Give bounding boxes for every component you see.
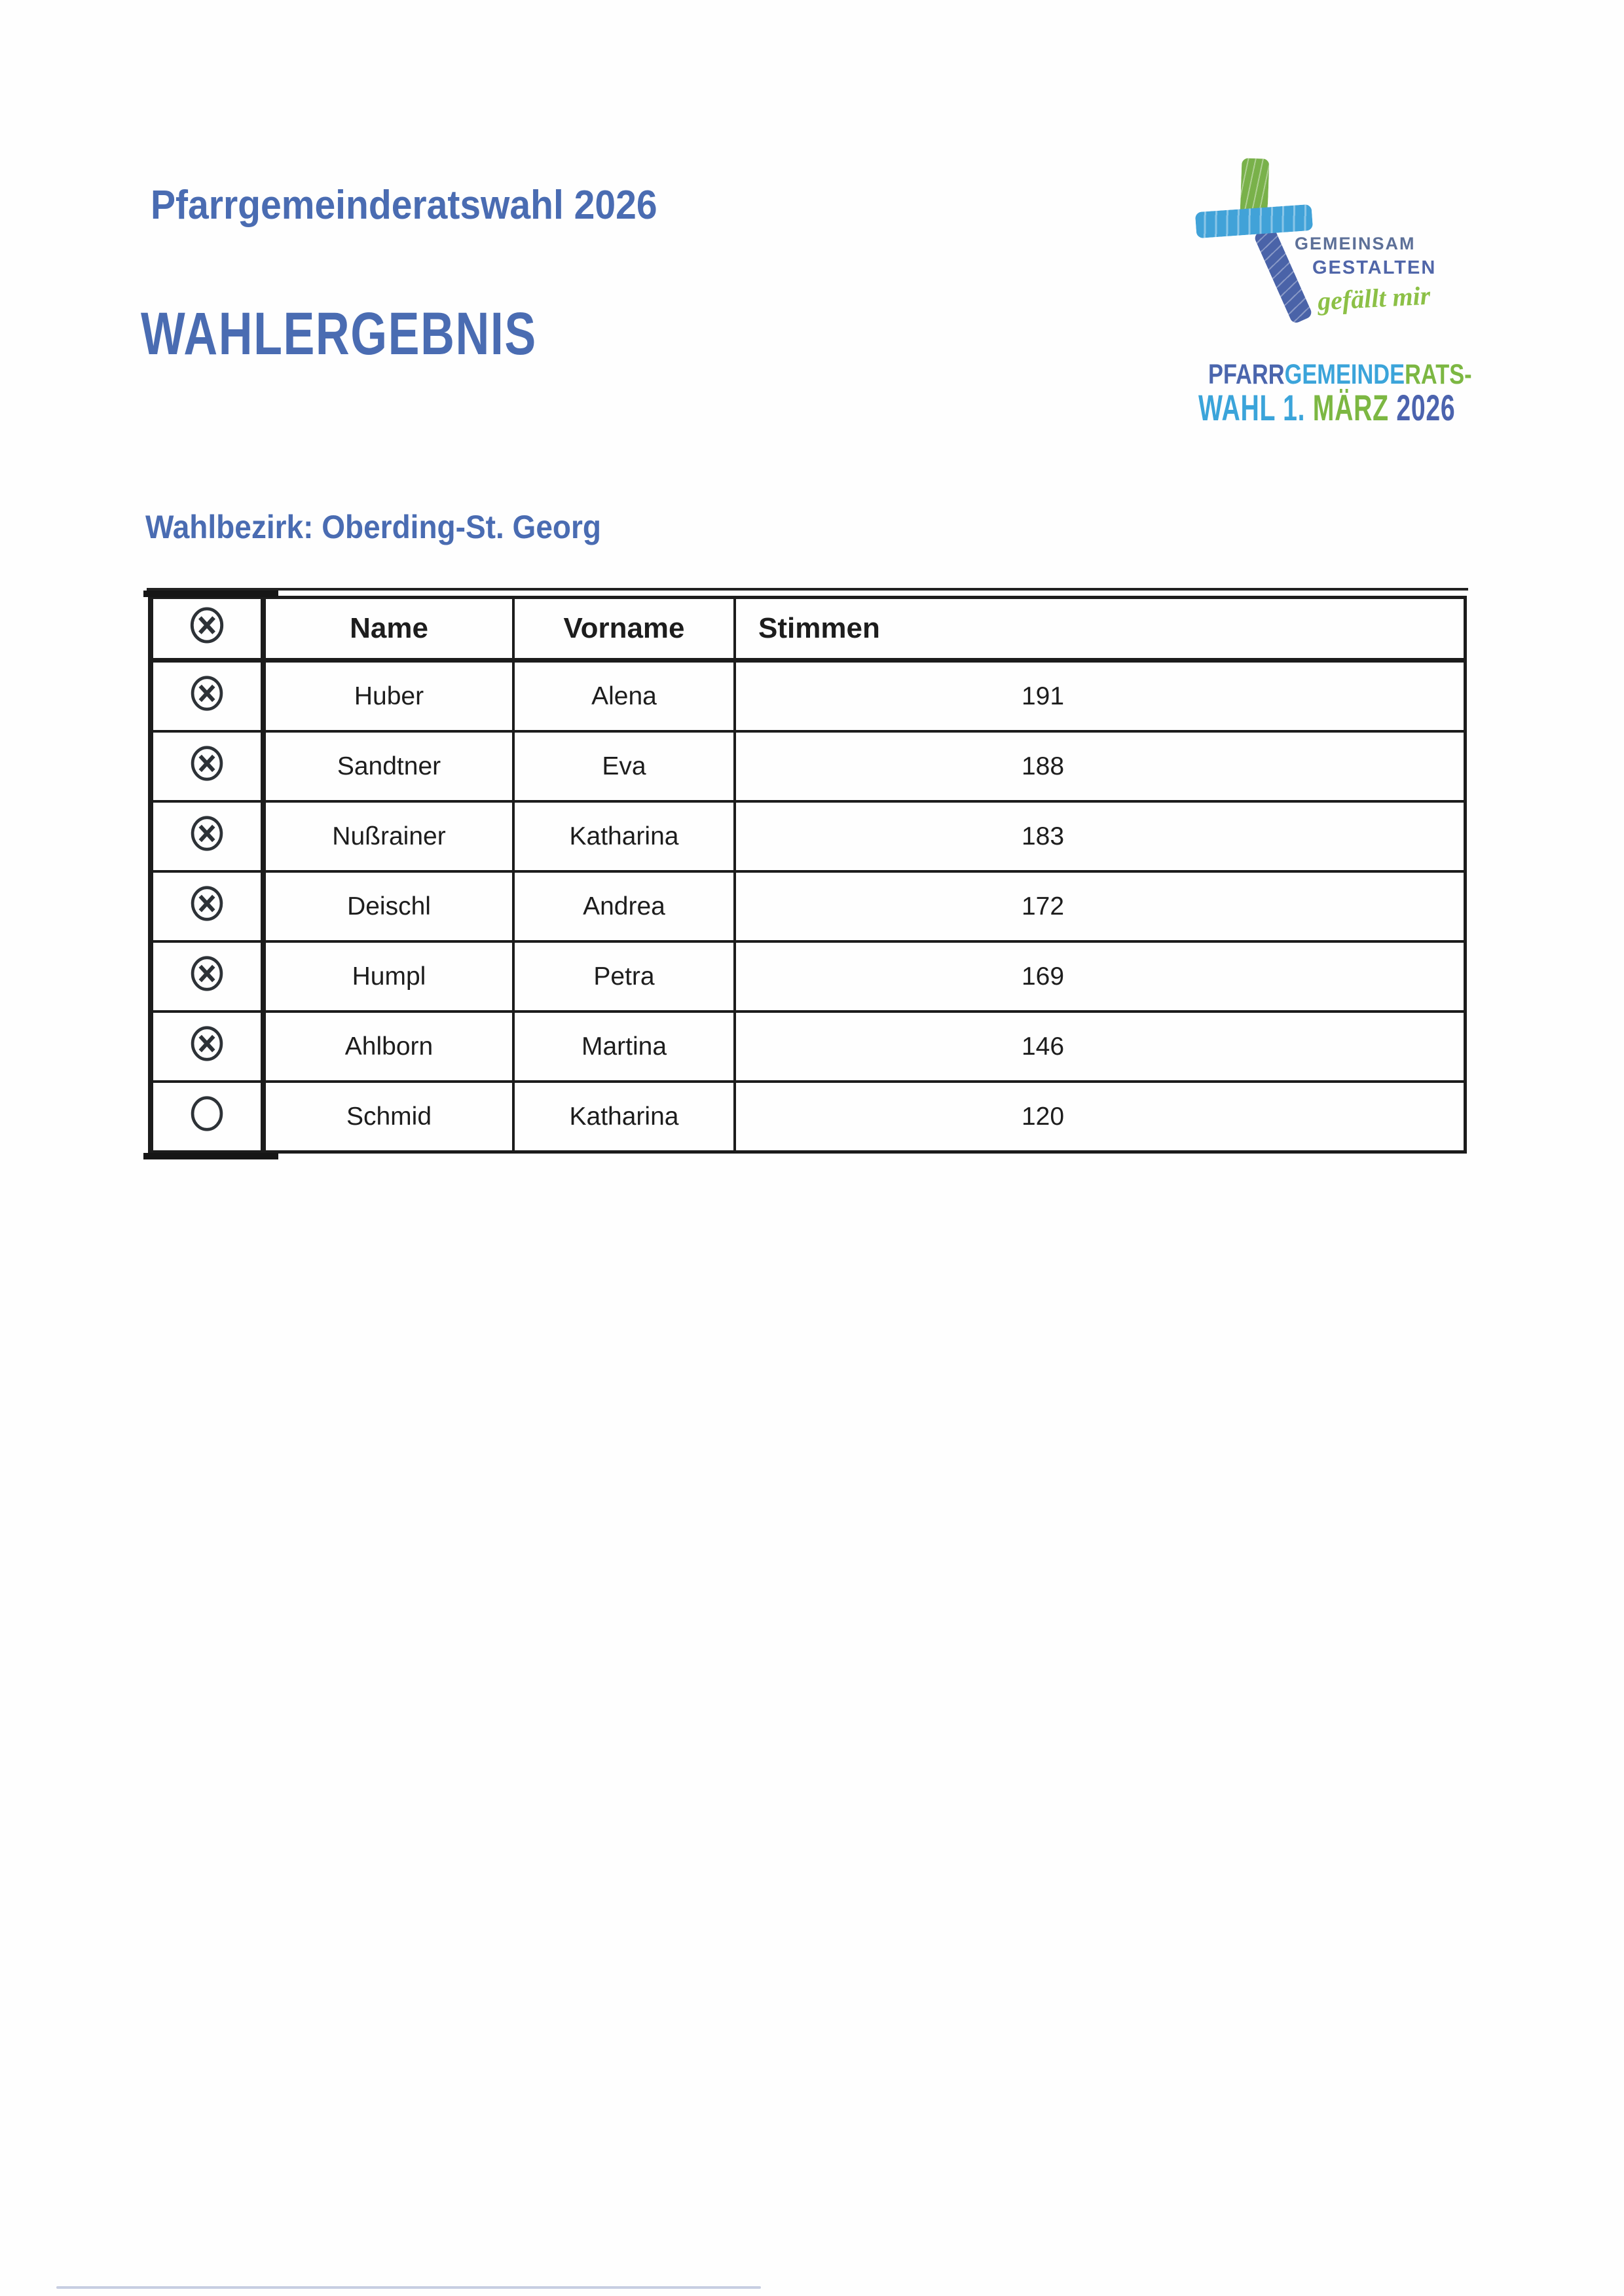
table-row bbox=[151, 871, 1466, 941]
table-row bbox=[151, 661, 1466, 732]
crossed-circle-icon bbox=[189, 1024, 225, 1063]
column-header-vorname: Vorname bbox=[513, 598, 735, 661]
candidate-firstname: Petra bbox=[513, 941, 735, 1011]
district-heading: Wahlbezirk: Oberding-St. Georg bbox=[145, 509, 602, 545]
candidate-name: Huber bbox=[263, 661, 513, 732]
election-logo bbox=[1172, 151, 1486, 439]
crossed-circle-icon bbox=[188, 605, 226, 646]
candidate-firstname: Alena bbox=[513, 661, 735, 732]
crossed-circle-icon bbox=[189, 674, 225, 713]
table-row bbox=[151, 1011, 1466, 1082]
table-header-row bbox=[151, 598, 1466, 661]
candidate-name: Sandtner bbox=[263, 731, 513, 801]
logo-tagline: gefällt mir bbox=[1316, 280, 1431, 316]
candidate-votes: 188 bbox=[735, 731, 1466, 801]
page-title: Pfarrgemeinderatswahl 2026 bbox=[151, 183, 657, 228]
candidate-name: Deischl bbox=[263, 871, 513, 941]
campaign2-part1: WAHL 1. bbox=[1198, 387, 1306, 428]
crossed-circle-icon bbox=[189, 884, 225, 923]
candidate-votes: 169 bbox=[735, 941, 1466, 1011]
candidate-name: Schmid bbox=[263, 1082, 513, 1152]
candidate-votes: 191 bbox=[735, 661, 1466, 732]
empty-circle-icon bbox=[189, 1094, 225, 1133]
campaign2-part2: MÄRZ bbox=[1305, 387, 1389, 428]
candidate-votes: 172 bbox=[735, 871, 1466, 941]
ballot-column-top-rule bbox=[143, 591, 278, 597]
crossed-circle-icon bbox=[189, 744, 225, 783]
table-row bbox=[151, 1082, 1466, 1152]
report-heading: WAHLERGEBNIS bbox=[141, 301, 537, 367]
campaign1-part3: RATS- bbox=[1405, 359, 1472, 390]
candidate-firstname: Katharina bbox=[513, 801, 735, 871]
column-header-stimmen: Stimmen bbox=[735, 598, 1466, 661]
campaign1-part2: GEMEINDE bbox=[1284, 359, 1405, 390]
candidate-votes: 183 bbox=[735, 801, 1466, 871]
candidate-firstname: Eva bbox=[513, 731, 735, 801]
candidate-name: Ahlborn bbox=[263, 1011, 513, 1082]
candidate-firstname: Andrea bbox=[513, 871, 735, 941]
table-row bbox=[151, 731, 1466, 801]
crossed-circle-icon bbox=[189, 954, 225, 993]
candidate-firstname: Martina bbox=[513, 1011, 735, 1082]
candidate-firstname: Katharina bbox=[513, 1082, 735, 1152]
scan-artifact-line bbox=[56, 2286, 761, 2289]
logo-text-gestalten: GESTALTEN bbox=[1312, 257, 1437, 278]
column-header-name: Name bbox=[263, 598, 513, 661]
candidate-votes: 120 bbox=[735, 1082, 1466, 1152]
campaign1-part1: PFARR bbox=[1208, 359, 1285, 390]
table-row bbox=[151, 801, 1466, 871]
logo-campaign-line2 bbox=[1198, 386, 1455, 429]
campaign2-part3: 2026 bbox=[1388, 387, 1456, 428]
logo-text-gemeinsam: GEMEINSAM bbox=[1295, 234, 1416, 253]
candidate-name: Nußrainer bbox=[263, 801, 513, 871]
results-table bbox=[148, 596, 1467, 1154]
candidate-name: Humpl bbox=[263, 941, 513, 1011]
crossed-circle-icon bbox=[189, 814, 225, 853]
candidate-votes: 146 bbox=[735, 1011, 1466, 1082]
table-row bbox=[151, 941, 1466, 1011]
